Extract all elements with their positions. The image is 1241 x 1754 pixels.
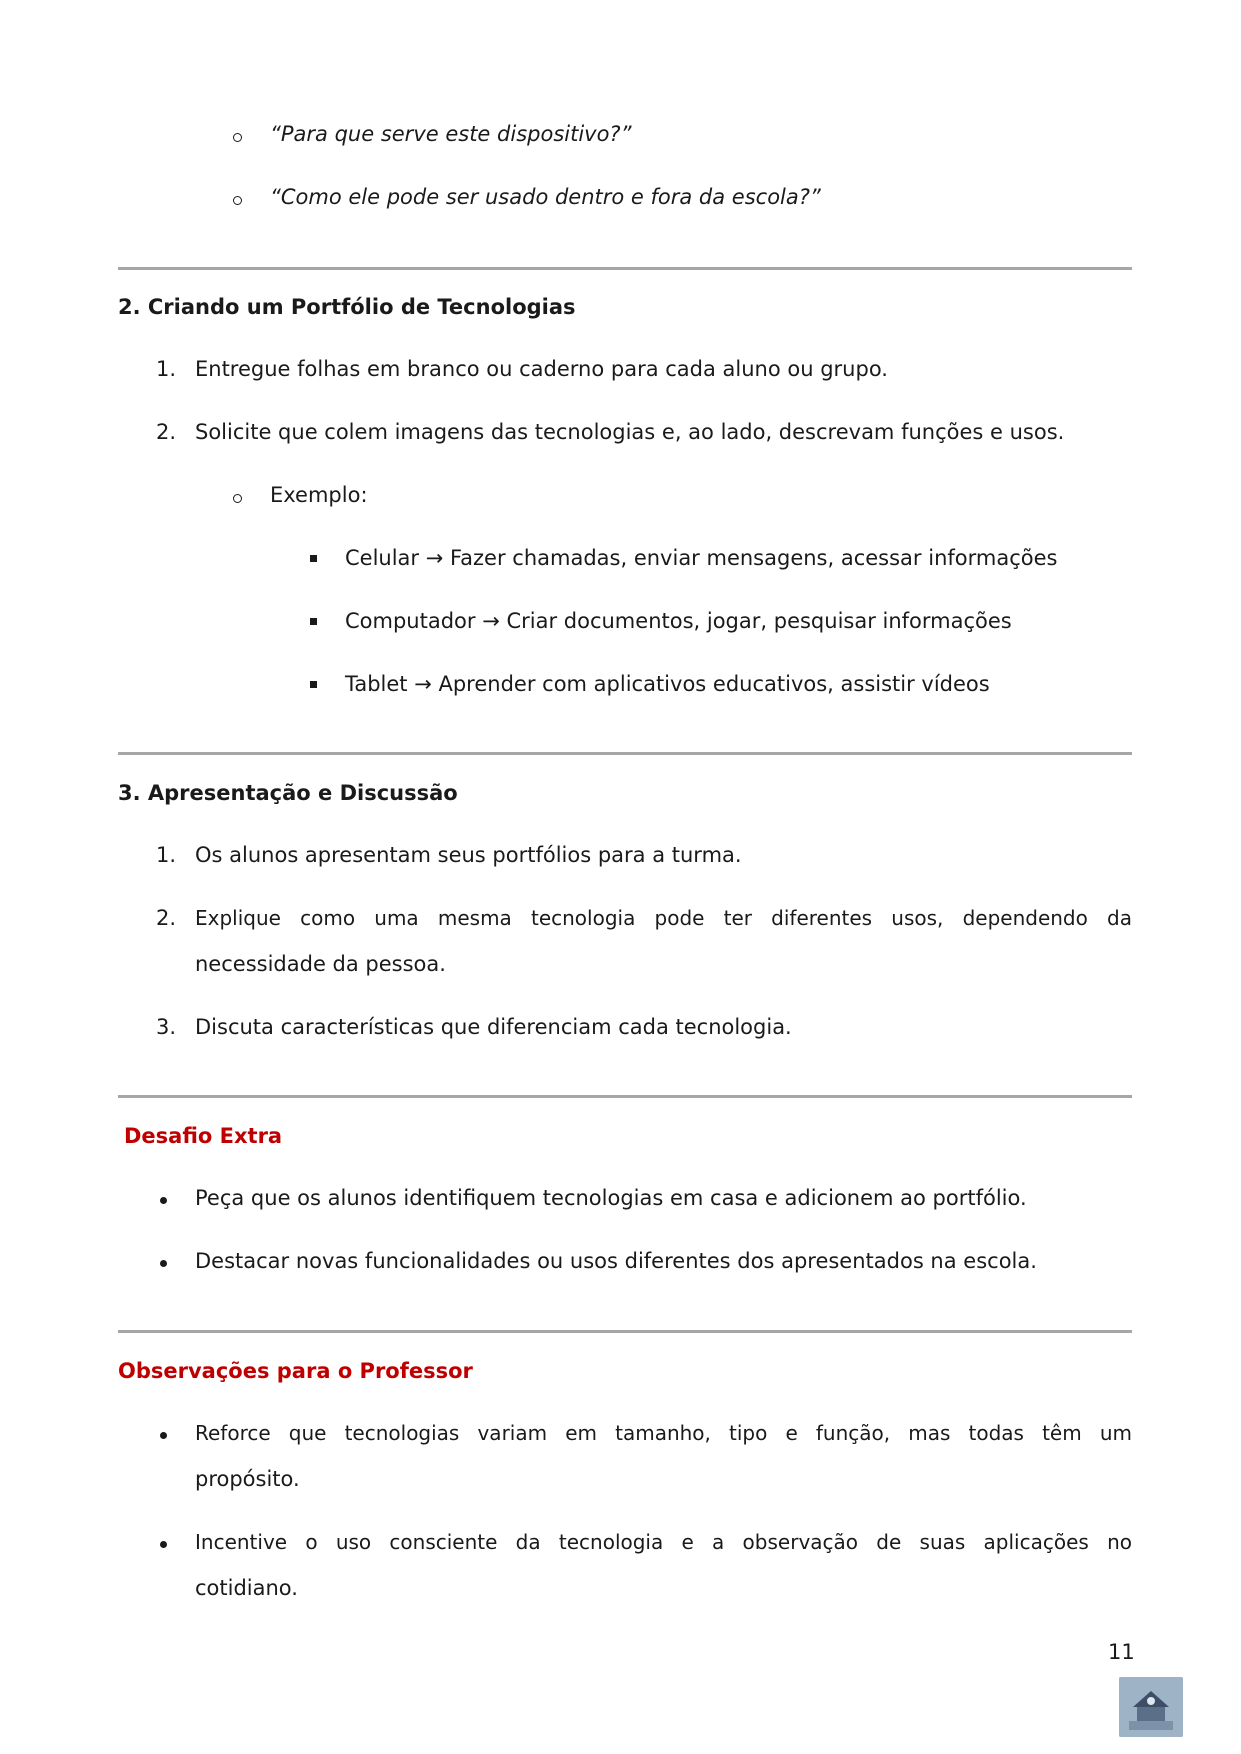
- circle-bullet-icon: [233, 196, 242, 205]
- observacao-2-line2: cotidiano.: [195, 1576, 298, 1600]
- logo-graphic: [1119, 1677, 1183, 1737]
- square-bullet-icon: [310, 555, 317, 562]
- bullet-dot-icon: [160, 1432, 167, 1439]
- circle-bullet-icon: [233, 494, 242, 503]
- school-logo-icon: [1119, 1677, 1183, 1737]
- step-number: 3.: [156, 1015, 177, 1039]
- step-number: 2.: [156, 906, 177, 930]
- desafio-title: Desafio Extra: [124, 1124, 283, 1148]
- observacoes-title: Observações para o Professor: [118, 1359, 473, 1383]
- section-divider: [118, 267, 1132, 270]
- example-label: Exemplo:: [270, 483, 368, 507]
- observacao-1-line1: Reforce que tecnologias variam em tamanho, tipo e função, mas todas têm um: [195, 1421, 1132, 1445]
- section2-title: 2. Criando um Portfólio de Tecnologias: [118, 295, 576, 319]
- desafio-item-1: Peça que os alunos identifiquem tecnologias em casa e adicionem ao portfólio.: [195, 1186, 1027, 1210]
- section-divider: [118, 1330, 1132, 1333]
- bullet-dot-icon: [160, 1197, 167, 1204]
- section3-step-1: Os alunos apresentam seus portfólios para a turma.: [195, 843, 742, 867]
- square-bullet-icon: [310, 681, 317, 688]
- section2-step-1: Entregue folhas em branco ou caderno para cada aluno ou grupo.: [195, 357, 888, 381]
- bullet-dot-icon: [160, 1541, 167, 1548]
- section3-step-3: Discuta características que diferenciam cada tecnologia.: [195, 1015, 792, 1039]
- square-bullet-icon: [310, 618, 317, 625]
- step-number: 1.: [156, 357, 177, 381]
- section-divider: [118, 1095, 1132, 1098]
- section3-step-2-line2: necessidade da pessoa.: [195, 952, 446, 976]
- intro-question-1: “Para que serve este dispositivo?”: [270, 122, 632, 146]
- section3-title: 3. Apresentação e Discussão: [118, 781, 458, 805]
- observacao-1-line2: propósito.: [195, 1467, 300, 1491]
- step-number: 1.: [156, 843, 177, 867]
- page-number: 11: [1108, 1640, 1135, 1664]
- desafio-item-2: Destacar novas funcionalidades ou usos diferentes dos apresentados na escola.: [195, 1249, 1037, 1273]
- section-divider: [118, 752, 1132, 755]
- step-number: 2.: [156, 420, 177, 444]
- section2-step-2: Solicite que colem imagens das tecnologias e, ao lado, descrevam funções e usos.: [195, 420, 1065, 444]
- section3-step-2-line1: Explique como uma mesma tecnologia pode ter diferentes usos, dependendo da: [195, 906, 1132, 930]
- intro-question-2: “Como ele pode ser usado dentro e fora da escola?”: [270, 185, 821, 209]
- circle-bullet-icon: [233, 133, 242, 142]
- example-item-2: Computador → Criar documentos, jogar, pesquisar informações: [345, 609, 1012, 633]
- bullet-dot-icon: [160, 1260, 167, 1267]
- observacao-2-line1: Incentive o uso consciente da tecnologia e a observação de suas aplicações no: [195, 1530, 1132, 1554]
- example-item-1: Celular → Fazer chamadas, enviar mensagens, acessar informações: [345, 546, 1058, 570]
- example-item-3: Tablet → Aprender com aplicativos educativos, assistir vídeos: [345, 672, 990, 696]
